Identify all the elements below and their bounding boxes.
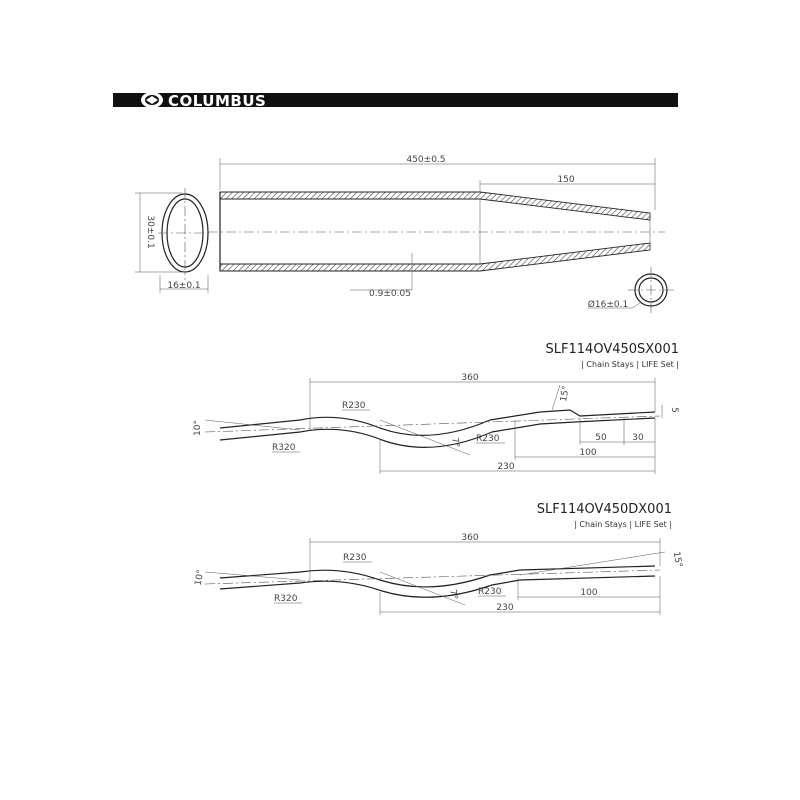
part-sx-code: SLF114OV450SX001 bbox=[545, 342, 679, 357]
part-dx-r-lower: R230 bbox=[478, 587, 502, 597]
part-dx-drawing bbox=[194, 502, 684, 615]
part-sx-seg-230: 230 bbox=[497, 462, 515, 472]
tube-length-label: 450±0.5 bbox=[406, 155, 446, 165]
tube-drawing bbox=[135, 155, 674, 313]
oval-width-label: 16±0.1 bbox=[167, 281, 201, 291]
end-diameter-label: Ø16±0.1 bbox=[587, 300, 629, 310]
part-dx-subtitle: | Chain Stays | LIFE Set | bbox=[574, 520, 672, 529]
tube-body bbox=[208, 155, 665, 299]
part-sx-angle-tip: 15° bbox=[559, 385, 572, 403]
part-dx-angle-tip: 15° bbox=[670, 550, 684, 569]
part-dx-angle-start: 10° bbox=[193, 568, 207, 587]
header-bar bbox=[113, 92, 678, 110]
part-dx-overall-dim: 360 bbox=[461, 533, 479, 543]
part-sx-r-lower: R230 bbox=[476, 434, 500, 444]
part-sx-angle-start: 10° bbox=[193, 420, 203, 436]
columbus-logo-icon bbox=[141, 92, 163, 108]
part-sx-drawing bbox=[193, 342, 679, 474]
part-dx-r-upper: R230 bbox=[343, 553, 367, 563]
brand-name: COLUMBUS bbox=[168, 92, 267, 110]
part-dx-angle-mid: 7° bbox=[447, 588, 459, 601]
part-dx-seg-230: 230 bbox=[496, 603, 514, 613]
part-sx-seg-30: 30 bbox=[632, 433, 644, 443]
oval-section bbox=[135, 188, 212, 293]
wall-thickness-label: 0.9±0.05 bbox=[369, 289, 411, 299]
taper-length-label: 150 bbox=[557, 175, 575, 185]
part-sx-subtitle: | Chain Stays | LIFE Set | bbox=[581, 360, 679, 369]
part-sx-angle-mid: 7° bbox=[449, 436, 461, 449]
part-sx-seg-100: 100 bbox=[579, 448, 597, 458]
part-dx-seg-100: 100 bbox=[580, 588, 598, 598]
part-dx-code: SLF114OV450DX001 bbox=[536, 502, 672, 517]
round-section bbox=[588, 267, 674, 313]
part-sx-r-upper: R230 bbox=[342, 401, 366, 411]
part-sx-r-start: R320 bbox=[272, 443, 296, 453]
part-sx-seg-50: 50 bbox=[595, 433, 607, 443]
part-dx-r-start: R320 bbox=[274, 594, 298, 604]
part-sx-overall-dim: 360 bbox=[461, 373, 479, 383]
part-sx-offset: 5 bbox=[669, 407, 679, 413]
oval-height-label: 30±0.1 bbox=[145, 215, 155, 249]
